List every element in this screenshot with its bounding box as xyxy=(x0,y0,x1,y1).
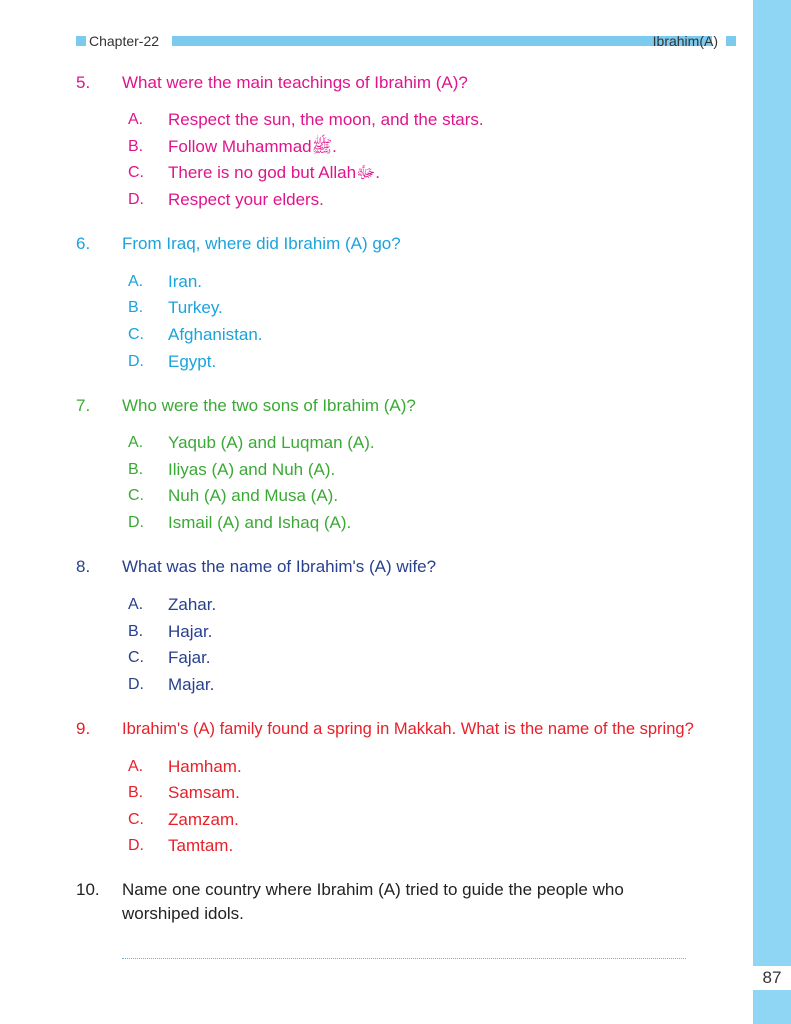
option-text: Follow Muhammadﷺ. xyxy=(168,137,337,156)
option-letter: B. xyxy=(128,299,144,316)
header-square-left xyxy=(76,36,86,46)
option-text: Hamham. xyxy=(168,757,242,776)
option-letter: C. xyxy=(128,649,144,666)
question-text: Name one country where Ibrahim (A) tried to guide the people who worshiped idols. xyxy=(122,880,624,923)
chapter-label: Chapter-22 xyxy=(89,33,160,49)
answer-line[interactable] xyxy=(122,958,686,959)
option-letter: C. xyxy=(128,487,144,504)
option-text: Iliyas (A) and Nuh (A). xyxy=(168,460,336,479)
question-9-option-b[interactable] xyxy=(0,781,753,805)
option-text: Tamtam. xyxy=(168,836,234,855)
question-6-option-a[interactable] xyxy=(0,270,753,294)
option-letter: B. xyxy=(128,138,144,155)
option-text: Zahar. xyxy=(168,595,217,614)
option-letter: B. xyxy=(128,623,144,640)
option-letter: A. xyxy=(128,111,144,128)
option-letter: C. xyxy=(128,811,144,828)
right-sidebar-band xyxy=(753,0,791,1024)
page-number: 87 xyxy=(753,966,791,990)
option-text: Fajar. xyxy=(168,648,211,667)
option-letter: D. xyxy=(128,676,144,693)
question-8-option-c[interactable] xyxy=(0,646,753,670)
question-number: 6. xyxy=(76,234,91,253)
question-5-option-b[interactable] xyxy=(0,135,753,159)
question-6-option-b[interactable] xyxy=(0,296,753,320)
question-number: 10. xyxy=(76,880,100,899)
question-number: 5. xyxy=(76,73,91,92)
question-8-option-d[interactable] xyxy=(0,673,753,697)
option-text: Iran. xyxy=(168,272,203,291)
option-text: Hajar. xyxy=(168,622,213,641)
option-text: Zamzam. xyxy=(168,810,239,829)
question-number: 8. xyxy=(76,557,91,576)
question-text: Ibrahim's (A) family found a spring in Makkah. What is the name of the spring? xyxy=(122,720,694,738)
page-header xyxy=(76,33,736,49)
option-letter: C. xyxy=(128,164,144,181)
option-text: Majar. xyxy=(168,675,215,694)
option-text: Ismail (A) and Ishaq (A). xyxy=(168,513,352,532)
chapter-title: Ibrahim(A) xyxy=(652,33,718,49)
question-9-option-c[interactable] xyxy=(0,808,753,832)
option-letter: A. xyxy=(128,273,144,290)
option-letter: A. xyxy=(128,434,144,451)
question-8-option-a[interactable] xyxy=(0,593,753,617)
question-text: From Iraq, where did Ibrahim (A) go? xyxy=(122,234,401,253)
question-9-option-a[interactable] xyxy=(0,755,753,779)
question-text: Who were the two sons of Ibrahim (A)? xyxy=(122,396,416,415)
option-text: There is no god but Allahﷻ. xyxy=(168,163,381,182)
header-square-right xyxy=(726,36,736,46)
question-5-option-a[interactable] xyxy=(0,108,753,132)
question-6-option-c[interactable] xyxy=(0,323,753,347)
question-7-option-a[interactable] xyxy=(0,431,753,455)
question-5-option-c[interactable] xyxy=(0,161,753,185)
option-text: Respect your elders. xyxy=(168,190,324,209)
option-letter: C. xyxy=(128,326,144,343)
option-letter: D. xyxy=(128,514,144,531)
option-letter: B. xyxy=(128,461,144,478)
question-text: What was the name of Ibrahim's (A) wife? xyxy=(122,557,437,576)
option-text: Samsam. xyxy=(168,783,240,802)
option-text: Respect the sun, the moon, and the stars. xyxy=(168,110,484,129)
option-letter: A. xyxy=(128,758,144,775)
option-text: Yaqub (A) and Luqman (A). xyxy=(168,433,375,452)
question-number: 7. xyxy=(76,396,91,415)
question-5-option-d[interactable] xyxy=(0,188,753,212)
option-letter: D. xyxy=(128,353,144,370)
option-text: Turkey. xyxy=(168,298,223,317)
question-7-option-d[interactable] xyxy=(0,511,753,535)
question-7-option-b[interactable] xyxy=(0,458,753,482)
option-text: Nuh (A) and Musa (A). xyxy=(168,486,339,505)
question-6-option-d[interactable] xyxy=(0,350,753,374)
question-8-option-b[interactable] xyxy=(0,620,753,644)
option-letter: A. xyxy=(128,596,144,613)
option-text: Afghanistan. xyxy=(168,325,263,344)
option-letter: D. xyxy=(128,191,144,208)
question-number: 9. xyxy=(76,719,91,738)
question-9-option-d[interactable] xyxy=(0,834,753,858)
question-text: What were the main teachings of Ibrahim (A)? xyxy=(122,73,468,92)
header-bar xyxy=(172,36,712,46)
question-7-option-c[interactable] xyxy=(0,484,753,508)
option-text: Egypt. xyxy=(168,352,217,371)
option-letter: B. xyxy=(128,784,144,801)
option-letter: D. xyxy=(128,837,144,854)
